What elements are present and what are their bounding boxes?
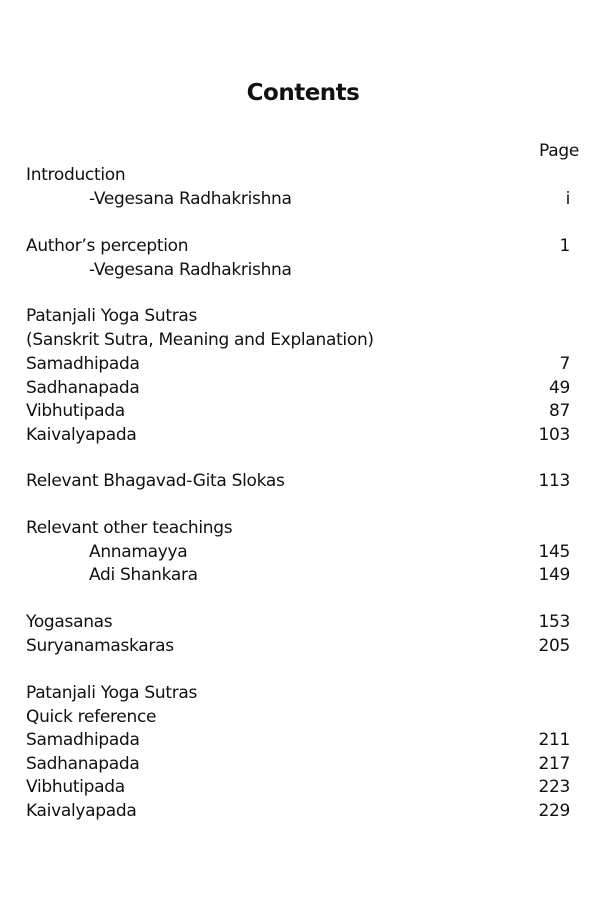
toc-entry-samadhipada [26,352,570,376]
toc-entry-page: 229 [538,801,570,821]
toc-entry-label: Patanjali Yoga Sutras [26,683,198,703]
toc-entry-annamayya [26,540,570,564]
toc-entry-label: Adi Shankara [89,565,198,585]
toc-entry-page: 145 [538,542,570,562]
toc-entry-vibhutipada-2 [26,775,570,799]
toc-entry-page: 205 [538,636,570,656]
toc-entry-page: 211 [538,730,570,750]
page-title: Contents [246,80,360,106]
toc-entry-label: Relevant Bhagavad-Gita Slokas [26,471,285,491]
toc-entry-label: Introduction [26,165,126,185]
toc-entry-introduction-author [26,187,570,211]
toc-entry-label: Vibhutipada [26,401,125,421]
toc-entry-label: Samadhipada [26,354,140,374]
page-column-header: Page [539,141,579,161]
toc-entry-adi-shankara [26,563,570,587]
toc-entry-authors-perception [26,234,570,258]
toc-entry-page: 149 [538,565,570,585]
toc-entry-sutra-subtitle [26,328,570,352]
toc-entry-label: Sadhanapada [26,754,140,774]
toc-entry-samadhipada-2 [26,728,570,752]
toc-entry-quick-reference [26,705,570,729]
toc-entry-kaivalyapada [26,423,570,447]
toc-entry-label: Sadhanapada [26,378,140,398]
toc-entry-sadhanapada [26,376,570,400]
toc-entry-page: 7 [559,354,570,374]
toc-entry-vibhutipada [26,399,570,423]
toc-entry-patanjali-yoga-sutras [26,304,570,328]
toc-entry-label: -Vegesana Radhakrishna [89,260,292,280]
toc-entry-page: 217 [538,754,570,774]
toc-entry-page: 223 [538,777,570,797]
toc-entry-label: -Vegesana Radhakrishna [89,189,292,209]
toc-entry-patanjali-yoga-sutras-2 [26,681,570,705]
toc-entry-label: Patanjali Yoga Sutras [26,306,198,326]
toc-entry-yogasanas [26,610,570,634]
toc-entry-introduction [26,163,570,187]
toc-entry-page: 49 [548,378,570,398]
toc-entry-label: (Sanskrit Sutra, Meaning and Explanation) [26,330,374,350]
toc-entry-page: 113 [538,471,570,491]
toc-entry-label: Yogasanas [26,612,113,632]
toc-entry-label: Kaivalyapada [26,801,137,821]
toc-entry-label: Author’s perception [26,236,189,256]
toc-entry-label: Relevant other teachings [26,518,233,538]
toc-entry-sadhanapada-2 [26,752,570,776]
toc-entry-page: i [565,189,570,209]
toc-entry-other-teachings [26,516,570,540]
toc-entry-label: Vibhutipada [26,777,125,797]
toc-entry-bhagavad-gita [26,469,570,493]
toc-entry-label: Samadhipada [26,730,140,750]
toc-entry-suryanamaskaras [26,634,570,658]
toc-entry-label: Annamayya [89,542,188,562]
toc-entry-label: Kaivalyapada [26,425,137,445]
toc-entry-page: 1 [559,236,570,256]
toc-entry-kaivalyapada-2 [26,799,570,823]
toc-entry-page: 103 [538,425,570,445]
toc-entry-label: Suryanamaskaras [26,636,174,656]
toc-entry-page: 87 [548,401,570,421]
toc-entry-label: Quick reference [26,707,157,727]
toc-entry-perception-author [26,258,570,282]
toc-entry-page: 153 [538,612,570,632]
